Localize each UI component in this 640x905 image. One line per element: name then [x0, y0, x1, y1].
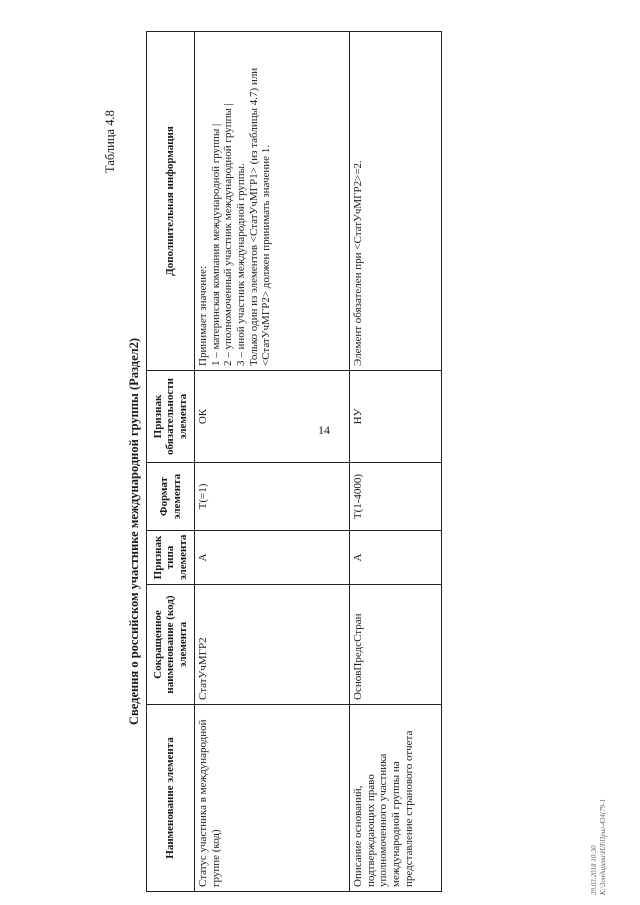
header-name: Наименование элемента — [147, 705, 195, 892]
cell-info: Элемент обязателен при <СтатУчМГР2>=2. — [350, 32, 442, 371]
cell-name: Описание оснований, подтверждающих право уполномоченного участника международной группы на представление странового отчета — [350, 705, 442, 892]
page-number: 14 — [318, 423, 330, 437]
cell-name: Статус участника в международной группе (код) — [195, 705, 350, 892]
header-type: Признак типа элемента — [147, 531, 195, 585]
cell-info: Принимает значение: 1 – материнская компания международной группы | 2 – уполномоченный участник международной группы | 3 – иной участник международной группы. Только один из элементов <СтатУчМГР1> (из таблицы 4.7) или <СтатУчМГР2> должен принимать значение 1. — [195, 32, 350, 371]
footer-stamp — [590, 799, 608, 895]
cell-code: ОсновПредсСтран — [350, 585, 442, 705]
cell-type: А — [350, 531, 442, 585]
table-header-row — [147, 32, 195, 892]
cell-format: T(1-4000) — [350, 463, 442, 531]
stamp-date: 29.03.2018 10:30 — [590, 845, 598, 895]
header-info: Дополнительная информация — [147, 32, 195, 371]
cell-format: T(=1) — [195, 463, 350, 531]
header-format: Формат элемента — [147, 463, 195, 531]
header-code: Сокращенное наименование (код) элемента — [147, 585, 195, 705]
stamp-path: К:\Зондарева\ИЛ\Приг-434(79-1 — [599, 799, 608, 895]
table-caption: Таблица 4.8 — [103, 110, 117, 173]
header-required: Признак обязательности элемента — [147, 371, 195, 463]
cell-code: СтатУчМГР2 — [195, 585, 350, 705]
table-title: Сведения о российском участнике международной группы (Раздел2) — [127, 337, 141, 725]
cell-required: ОК — [195, 371, 350, 463]
table-row — [350, 32, 442, 892]
table-row — [195, 32, 350, 892]
cell-type: А — [195, 531, 350, 585]
elements-table — [146, 31, 442, 892]
cell-required: НУ — [350, 371, 442, 463]
